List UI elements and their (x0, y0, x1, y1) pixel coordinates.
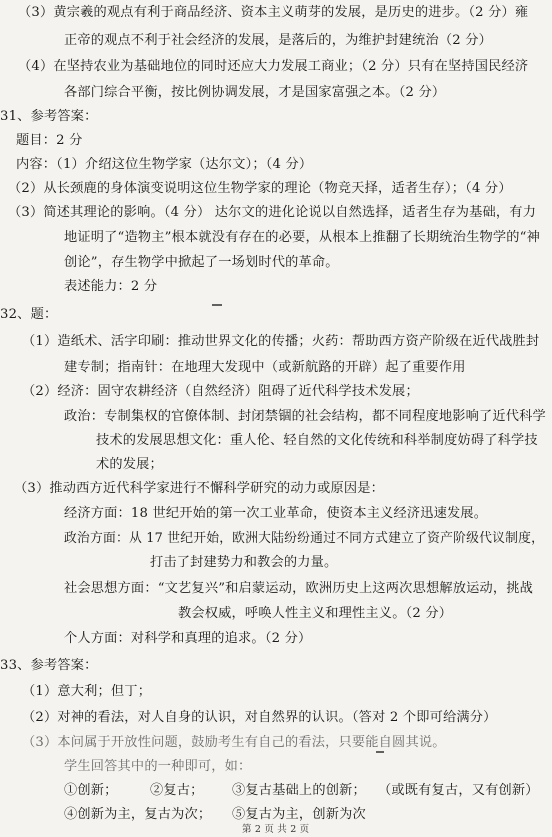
q33-heading: 33、参考答案： (0, 658, 98, 673)
scan-mark (376, 751, 384, 753)
q32-part1-a: （1）造纸术、活字印刷：推动世界文化的传播；火药：帮助西方资产阶级在近代战胜封 (22, 334, 540, 349)
q32-part3-thought-cont: 教会权威，呼唤人性主义和理性主义。（2 分） (178, 606, 453, 621)
scan-mark (212, 304, 222, 306)
q31-content-2: （2）从长颈鹿的身体演变说明这位生物学家的理论（物竞天择，适者生存）；（4 分） (8, 181, 512, 196)
q32-part1-b: 建专制；指南针：在地理大发现中（或新航路的开辟）起了重要作用 (64, 360, 466, 375)
q32-part3-a: （3）推动西方近代科学家进行不懈科学研究的动力或原因是： (14, 481, 385, 496)
q32-part3-politics-cont: 打击了封建势力和教会的力量。 (150, 555, 338, 570)
q33-answer-2: （2）对神的看法，对人自身的认识，对自然界的认识。（答对 2 个即可给满分） (22, 710, 497, 725)
q32-part3-economy: 经济方面：18 世纪开始的第一次工业革命，使资本主义经济迅速发展。 (64, 506, 488, 521)
q30-line-4b: 各部门综合平衡，按比例协调发展，才是国家富强之本。（2 分） (64, 85, 446, 100)
q33-option-5: ⑤复古为主，创新为次 (232, 807, 366, 822)
q33-option-1: ①创新； (64, 783, 118, 798)
q33-answer-4: 学生回答其中的一种即可，如： (64, 759, 252, 774)
q33-option-2: ②复古； (150, 783, 204, 798)
q32-part2-d: 术的发展； (96, 457, 163, 472)
q32-heading: 32、题： (0, 307, 58, 322)
q32-part3-politics: 政治方面：从 17 世纪开始，欧洲大陆纷纷通过不同方式建立了资产阶级代议制度， (64, 531, 545, 546)
q31-content-3a: （3）简述其理论的影响。（4 分） 达尔文的进化论说以自然选择，适者生存为基础，有力 (8, 205, 537, 220)
q31-content-3b: 地证明了“造物主”根本就没有存在的必要，从根本上推翻了长期统治生物学的“神 (64, 230, 540, 245)
q31-content-1: 内容：（1）介绍这位生物学家（达尔文）；（4 分） (16, 157, 313, 172)
q32-part3-thought: 社会思想方面：“文艺复兴”和启蒙运动，欧洲历史上这两次思想解放运动，挑战 (64, 581, 534, 596)
q33-option-4: ④创新为主，复古为次； (64, 807, 212, 822)
q33-answer-3: （3）本问属于开放性问题，鼓励考生有自己的看法，只要能自圆其说。 (22, 735, 446, 750)
q33-option-3-note: （或既有复古，又有创新） (378, 783, 539, 798)
page-footer: 第 2 页 共 2 页 (242, 824, 310, 835)
q31-expression-points: 表述能力：2 分 (64, 279, 158, 294)
q33-option-3: ③复古基础上的创新； (232, 783, 366, 798)
q31-title-points: 题目：2 分 (16, 133, 83, 148)
q30-line-3b: 正帝的观点不利于社会经济的发展，是落后的，为维护封建统治（2 分） (64, 33, 492, 48)
q33-answer-1: （1）意大利；但丁； (22, 684, 152, 699)
q31-content-3c: 创论”，存生物学中掀起了一场划时代的革命。 (64, 255, 339, 270)
q31-heading: 31、参考答案： (0, 109, 98, 124)
q32-part3-personal: 个人方面：对科学和真理的追求。（2 分） (64, 631, 312, 646)
q32-part2-b: 政治：专制集权的官僚体制、封闭禁锢的社会结构，都不同程度地影响了近代科学 (64, 409, 546, 424)
q30-line-3a: （3）黄宗羲的观点有利于商品经济、资本主义萌芽的发展，是历史的进步。（2 分）雍 (18, 5, 529, 20)
q30-line-4a: （4）在坚持农业为基础地位的同时还应大力发展工商业；（2 分）只有在坚持国民经济 (18, 59, 529, 74)
q32-part2-a: （2）经济：固守农耕经济（自然经济）阻碍了近代科学技术发展； (22, 384, 419, 399)
q32-part2-c: 技术的发展思想文化：重人伦、轻自然的文化传统和科举制度妨碍了科学技 (96, 433, 538, 448)
